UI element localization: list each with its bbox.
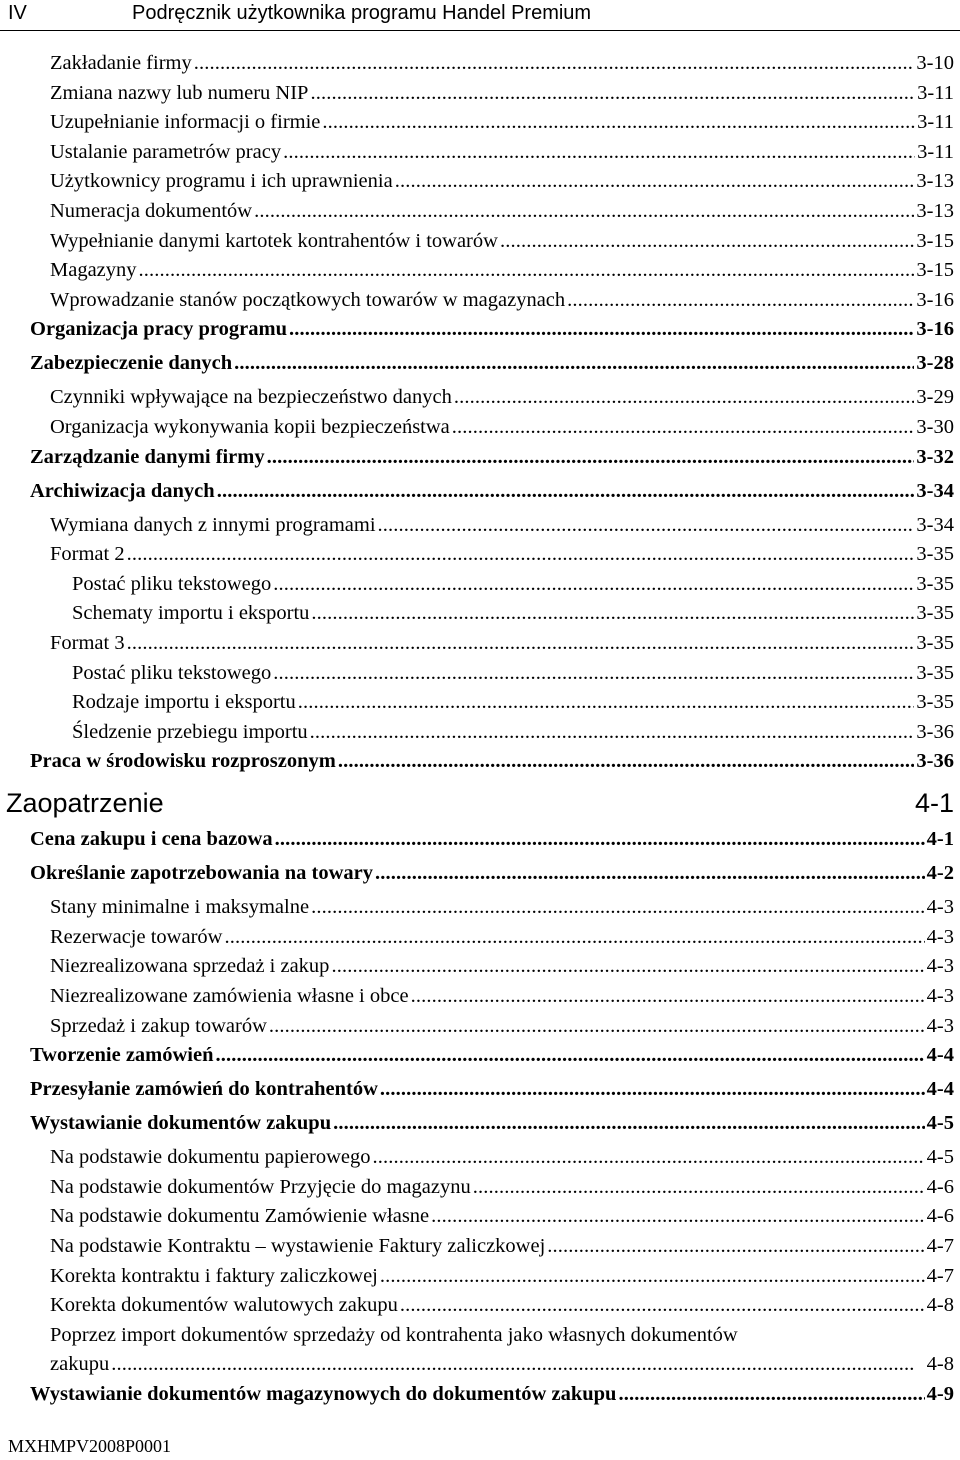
toc-entry[interactable]: Na podstawie Kontraktu – wystawienie Faktury zaliczkowej . . . 4-7 [0,1235,960,1265]
toc-section[interactable]: Wystawianie dokumentów magazynowych do dokumentów zakupu . . . 4-9 [0,1383,960,1417]
toc-section[interactable]: Zarządzanie danymi firmy . . . 3-32 [0,446,960,480]
toc-entry[interactable]: Na podstawie dokumentu Zamówienie własne . . . 4-6 [0,1205,960,1235]
toc-entry[interactable]: Format 2 . . . 3-35 [0,543,960,573]
toc-subentry[interactable]: Rodzaje importu i eksportu . . . 3-35 [0,691,960,721]
toc-subentry[interactable]: Postać pliku tekstowego . . . 3-35 [0,662,960,692]
toc-section[interactable]: Wystawianie dokumentów zakupu . . . 4-5 [0,1112,960,1146]
chapter-title: Zaopatrzenie [6,788,164,819]
toc-entry[interactable]: zakupu . . . 4-8 [0,1353,960,1383]
chapter-heading[interactable] [0,784,960,824]
toc-entry[interactable]: Organizacja wykonywania kopii bezpieczeństwa . . . 3-30 [0,416,960,446]
toc-section[interactable]: Praca w środowisku rozproszonym . . . 3-36 [0,750,960,784]
toc-entry[interactable]: Rezerwacje towarów . . . 4-3 [0,926,960,956]
toc-entry[interactable]: Ustalanie parametrów pracy . . . 3-11 [0,141,960,171]
toc-section[interactable]: Organizacja pracy programu . . . 3-16 [0,318,960,352]
toc-entry[interactable]: Zakładanie firmy . . . 3-10 [0,52,960,82]
page-header [0,0,960,31]
toc-entry[interactable]: Niezrealizowane zamówienia własne i obce . . . 4-3 [0,985,960,1015]
toc-entry[interactable]: Czynniki wpływające na bezpieczeństwo danych . . . 3-29 [0,386,960,416]
toc-entry[interactable]: Użytkownicy programu i ich uprawnienia . . . 3-13 [0,170,960,200]
toc-entry-wrapped-line[interactable]: Poprzez import dokumentów sprzedaży od kontrahenta jako własnych dokumentów [50,1323,738,1346]
toc-entry[interactable]: Korekta kontraktu i faktury zaliczkowej . . . 4-7 [0,1265,960,1295]
toc-entry[interactable]: Uzupełnianie informacji o firmie . . . 3-11 [0,111,960,141]
toc-section[interactable]: Cena zakupu i cena bazowa . . . 4-1 [0,828,960,862]
toc-section[interactable]: Przesyłanie zamówień do kontrahentów . . . 4-4 [0,1078,960,1112]
document-code: MXHMPV2008P0001 [8,1436,172,1456]
toc-entry[interactable]: Wypełnianie danymi kartotek kontrahentów i towarów . . . 3-15 [0,230,960,260]
toc-entry[interactable]: Na podstawie dokumentu papierowego . . . 4-5 [0,1146,960,1176]
toc-entry[interactable]: Zmiana nazwy lub numeru NIP . . . 3-11 [0,82,960,112]
running-title: Podręcznik użytkownika programu Handel Premium [132,2,592,24]
toc-entry[interactable]: Format 3 . . . 3-35 [0,632,960,662]
toc-section[interactable]: Tworzenie zamówień . . . 4-4 [0,1044,960,1078]
toc-entry[interactable]: Sprzedaż i zakup towarów . . . 4-3 [0,1015,960,1045]
toc-section[interactable]: Zabezpieczenie danych . . . 3-28 [0,352,960,386]
toc-entry[interactable]: Magazyny . . . 3-15 [0,259,960,289]
toc-section[interactable]: Określanie zapotrzebowania na towary . . . 4-2 [0,862,960,896]
toc-entry[interactable]: Niezrealizowana sprzedaż i zakup . . . 4-3 [0,955,960,985]
chapter-page: 4-1 [914,788,954,819]
toc-entry[interactable]: Wymiana danych z innymi programami . . . 3-34 [0,514,960,544]
page-number: IV [8,2,27,24]
toc-entry[interactable]: Na podstawie dokumentów Przyjęcie do magazynu . . . 4-6 [0,1176,960,1206]
toc-subentry[interactable]: Schematy importu i eksportu . . . 3-35 [0,602,960,632]
toc-section[interactable]: Archiwizacja danych . . . 3-34 [0,480,960,514]
table-of-contents [0,52,960,1417]
toc-entry[interactable]: Numeracja dokumentów . . . 3-13 [0,200,960,230]
toc-entry[interactable]: Stany minimalne i maksymalne . . . 4-3 [0,896,960,926]
toc-subentry[interactable]: Śledzenie przebiegu importu . . . 3-36 [0,721,960,751]
toc-entry[interactable]: Wprowadzanie stanów początkowych towarów w magazynach . . . 3-16 [0,289,960,319]
toc-entry[interactable]: Korekta dokumentów walutowych zakupu . . . 4-8 [0,1294,960,1324]
toc-subentry[interactable]: Postać pliku tekstowego . . . 3-35 [0,573,960,603]
